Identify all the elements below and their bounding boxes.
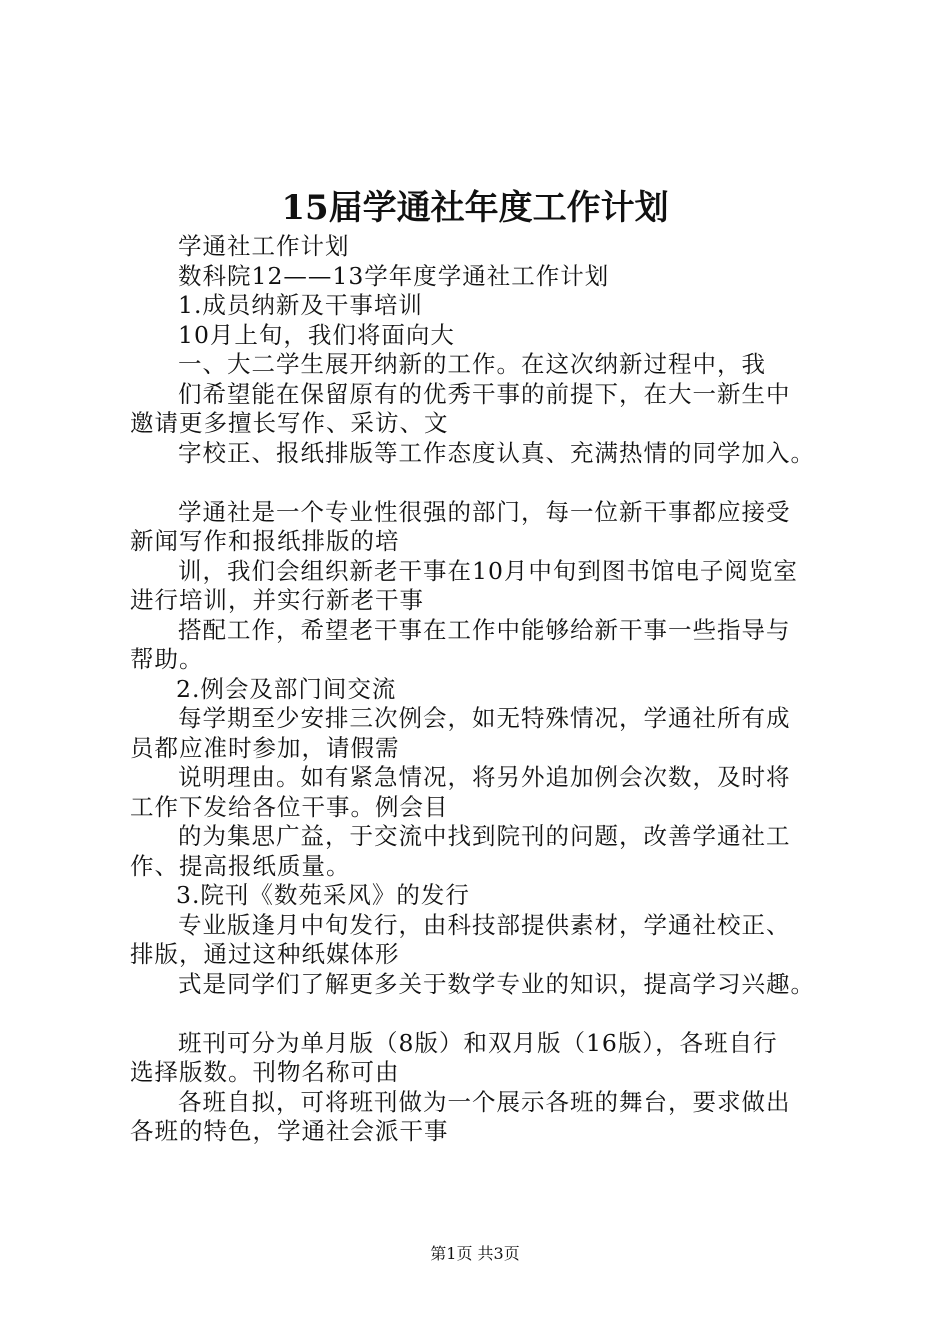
text-line: 学通社工作计划	[178, 232, 350, 260]
text-line: 作、提高报纸质量。	[130, 851, 351, 880]
text-line: 说明理由。如有紧急情况，将另外追加例会次数，及时将	[178, 763, 791, 791]
text-line: 的为集思广益，于交流中找到院刊的问题，改善学通社工	[178, 822, 791, 850]
text-line: 字校正、报纸排版等工作态度认真、充满热情的同学加入。	[178, 438, 815, 467]
text-line: 进行培训，并实行新老干事	[130, 586, 424, 614]
paragraph-gap	[130, 468, 850, 498]
text-line: 搭配工作，希望老干事在工作中能够给新干事一些指导与	[178, 615, 791, 644]
text-line: 学通社是一个专业性很强的部门，每一位新干事都应接受	[178, 497, 791, 526]
document-body	[130, 232, 850, 1147]
text-line: 训，我们会组织新老干事在10月中旬到图书馆电子阅览室	[178, 556, 798, 585]
text-line: 选择版数。刊物名称可由	[130, 1058, 400, 1086]
text-line: 帮助。	[130, 645, 204, 673]
text-line: 邀请更多擅长写作、采访、文	[130, 409, 449, 437]
text-line: 1.成员纳新及干事培训	[178, 291, 423, 319]
text-line: 们希望能在保留原有的优秀干事的前提下，在大一新生中	[178, 379, 791, 408]
text-line: 专业版逢月中旬发行，由科技部提供素材，学通社校正、	[178, 910, 791, 939]
text-line: 式是同学们了解更多关于数学专业的知识，提高学习兴趣。	[178, 969, 815, 998]
text-line: 排版，通过这种纸媒体形	[130, 940, 400, 968]
section-heading: 3.院刊《数苑采风》的发行	[176, 881, 470, 909]
text-line: 10月上旬，我们将面向大	[178, 320, 455, 349]
text-line: 班刊可分为单月版（8版）和双月版（16版），各班自行	[178, 1028, 778, 1057]
text-line: 工作下发给各位干事。例会目	[130, 792, 449, 821]
text-line: 数科院12——13学年度学通社工作计划	[178, 261, 610, 290]
text-line: 各班自拟，可将班刊做为一个展示各班的舞台，要求做出	[178, 1087, 791, 1116]
text-line: 各班的特色，学通社会派干事	[130, 1117, 449, 1145]
text-line: 新闻写作和报纸排版的培	[130, 527, 400, 555]
page-footer: 第1页 共3页	[430, 1244, 520, 1263]
document-title: 15届学通社年度工作计划	[281, 188, 669, 228]
section-heading: 2.例会及部门间交流	[176, 674, 397, 703]
text-line: 一、大二学生展开纳新的工作。在这次纳新过程中，我	[178, 350, 766, 378]
text-line: 员都应准时参加，请假需	[130, 733, 400, 762]
text-line: 每学期至少安排三次例会，如无特殊情况，学通社所有成	[178, 704, 791, 732]
paragraph-gap	[130, 999, 850, 1029]
